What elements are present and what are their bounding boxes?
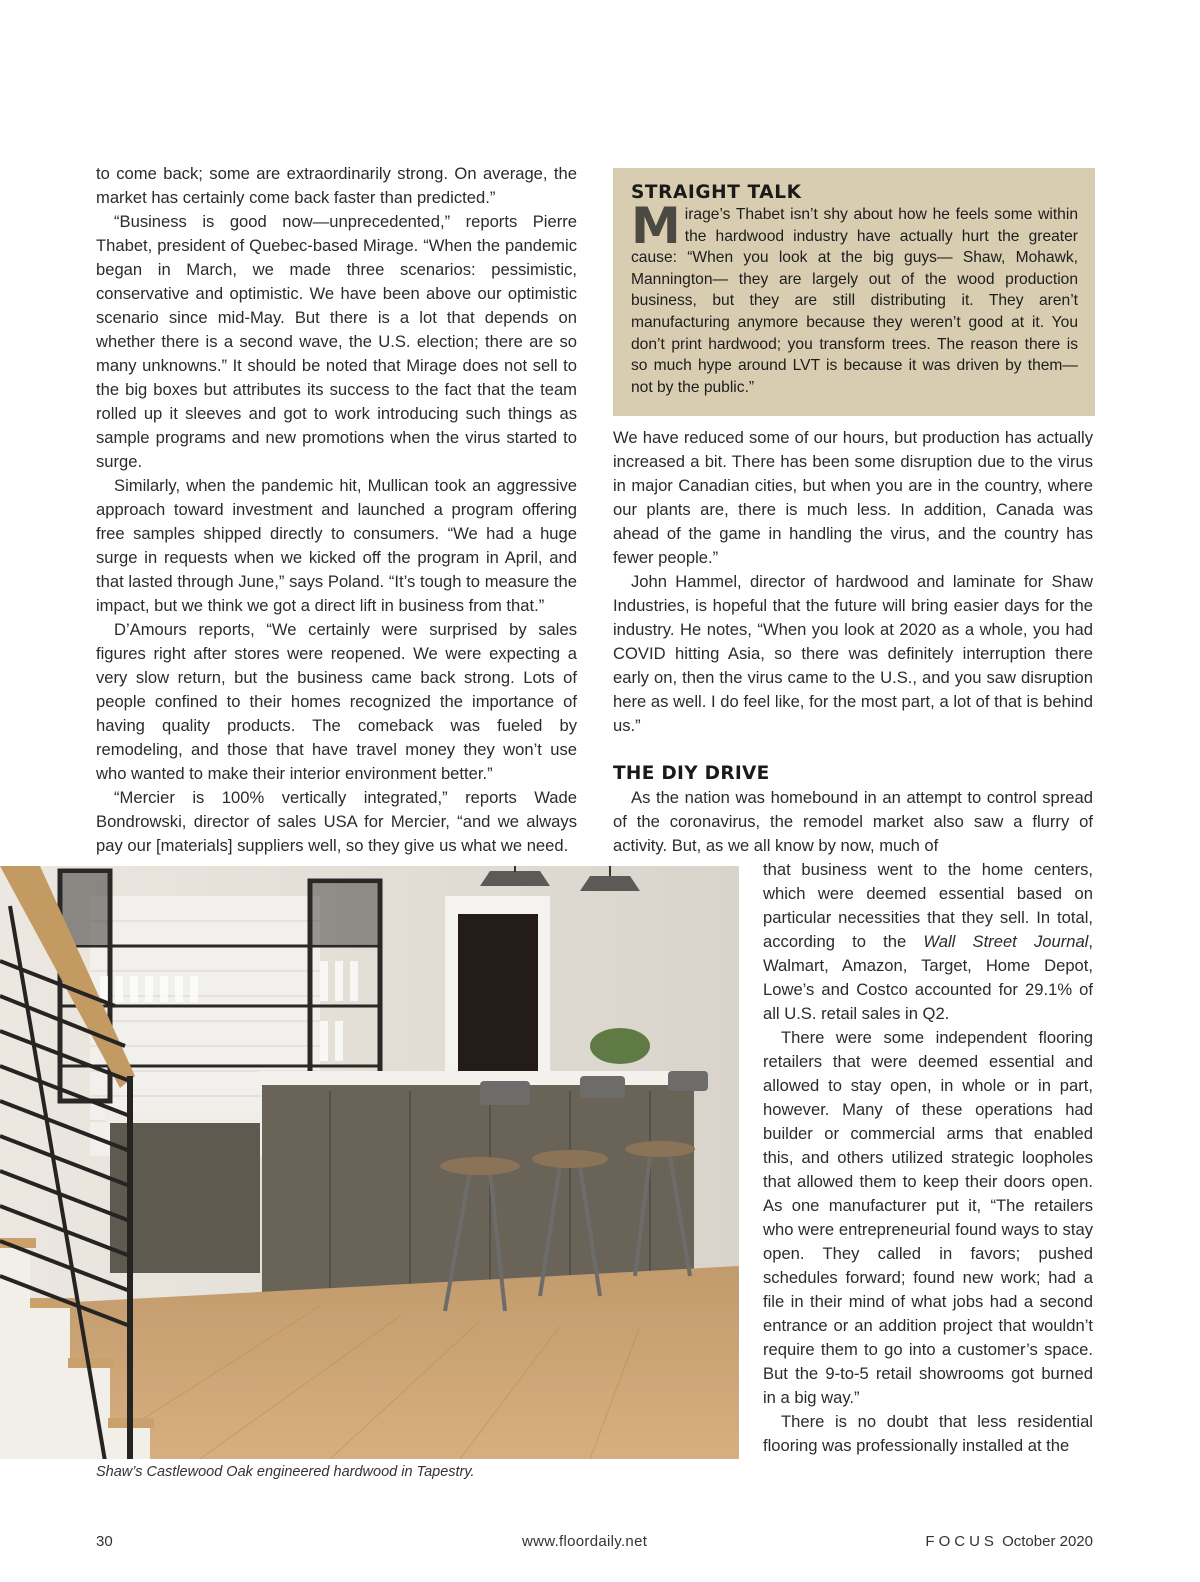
page-number: 30 [96, 1533, 113, 1550]
paragraph: There is no doubt that less residential flooring was professionally installed at the [763, 1412, 1093, 1455]
paragraph: Similarly, when the pandemic hit, Mullican took an aggressive approach toward investment and launched a program offering free samples shipped directly to consumers. “We had a huge surge in requests when we kicked off the program in April, and that lasted through June,” says Poland. “It’s tough to measure the impact, but we think we got a direct lift in business from that.” [96, 476, 577, 615]
issue-date: October 2020 [1002, 1533, 1093, 1550]
left-column [96, 162, 577, 858]
sidebar-body [631, 197, 1078, 398]
kitchen-bar-photo [0, 866, 739, 1459]
issue-info [925, 1533, 1093, 1550]
paragraph: There were some independent flooring retailers that were deemed essential and allowed to stay open, in whole or in part, however. Many of these operations had builder or commercial arms that enabled this, and others utilized strategic loopholes that allowed them to keep their doors open. As one manufacturer put it, “The retailers who were entrepreneurial found ways to stay open. They called in favors; pushed schedules forward; found new work; had a file in their mind of what jobs had a second entrance or an addition project that wouldn’t require them to go into a customer’s space. But the 9-to-5 retail showrooms got burned in a big way.” [763, 1028, 1093, 1407]
sidebar-text: irage’s Thabet isn’t shy about how he feels some within the hardwood industry have actually hurt the greater cause: “When you look at the big guys— Shaw, Mohawk, Mannington— they are largely out of the wood production business, but they are still distributing it. They aren’t manufacturing anymore because they weren’t good at it. You don’t print hardwood; you transform trees. The reason there is so much hype around LVT is because it was driven by them— not by the public.” [631, 206, 1078, 396]
paragraph: “Mercier is 100% vertically integrated,” reports Wade Bondrowski, director of sales USA for Mercier, “and we always pay our [materials] suppliers well, so they give us what we need. [96, 788, 577, 855]
paragraph: to come back; some are extraordinarily strong. On average, the market has certainly come back faster than predicted.” [96, 164, 577, 207]
paragraph [763, 858, 1093, 1026]
photo-caption: Shaw’s Castlewood Oak engineered hardwood in Tapestry. [96, 1464, 475, 1480]
paragraph: John Hammel, director of hardwood and laminate for Shaw Industries, is hopeful that the future will bring easier days for the industry. He notes, “When you look at 2020 as a whole, you had COVID hitting Asia, so there was definitely interruption there early on, then the virus came to the U.S., and you saw disruption here as well. I do feel like, for the most part, a lot of that is behind us.” [613, 572, 1093, 735]
drop-cap: M [631, 197, 681, 255]
publication-name: FOCUS [925, 1533, 998, 1550]
right-column [613, 426, 1093, 858]
paragraph: As the nation was homebound in an attempt to control spread of the coronavirus, the remodel market also saw a flurry of activity. But, as we all know by now, much of [613, 788, 1093, 855]
publication-name: Wall Street Journal [923, 932, 1089, 951]
paragraph: “Business is good now—unprecedented,” reports Pierre Thabet, president of Quebec-based Mirage. “When the pandemic began in March, we made three scenarios: pessimistic, conservative and optimistic. We have been above our optimistic scenario since mid-May. But there is a lot that depends on whether there is a second wave, the U.S. election; there are so many unknowns.” It should be noted that Mirage does not sell to the big boxes but attributes its success to the fact that the team rolled up it sleeves and got to work introducing such things as sample programs and new promotions when the virus started to surge. [96, 212, 577, 471]
photo-illustration [0, 866, 739, 1459]
website-url: www.floordaily.net [522, 1533, 648, 1550]
paragraph: We have reduced some of our hours, but production has actually increased a bit. There has been some disruption due to the virus in major Canadian cities, but when you are in the country, where our plants are, there is much less. In addition, Canada was ahead of the game in handling the virus, and the country has fewer people.” [613, 428, 1093, 567]
paragraph: D’Amours reports, “We certainly were surprised by sales figures right after stores were reopened. We were expecting a very slow return, but the business came back strong. Lots of people confined to their homes recognized the importance of having quality products. The comeback was fueled by remodeling, and those that have travel money they won’t use who wanted to make their interior environment better.” [96, 620, 577, 783]
straight-talk-sidebar [613, 168, 1095, 416]
text-run: , Walmart, Amazon, Target, Home Depot, Lowe’s and Costco accounted for 29.1% of all U.S. retail sales in Q2. [763, 932, 1093, 1023]
text-run: that business went to the home centers, which were deemed essential based on particular necessities that they sell. In total, according to the [763, 860, 1093, 951]
section-heading: THE DIY DRIVE [613, 763, 770, 784]
sidebar-title: STRAIGHT TALK [631, 182, 802, 203]
narrow-column [763, 858, 1093, 1458]
